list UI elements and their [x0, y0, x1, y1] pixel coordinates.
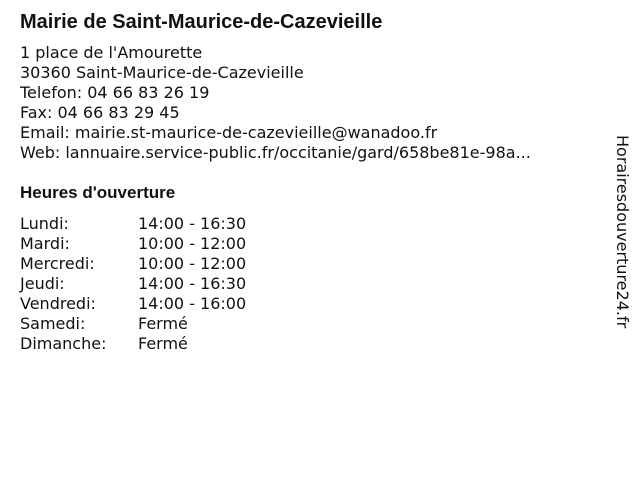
contact-block: [20, 43, 582, 163]
day-label: Lundi:: [20, 214, 69, 233]
hours-heading: Heures d'ouverture: [20, 183, 176, 202]
address-city: 30360 Saint-Maurice-de-Cazevieille: [20, 63, 304, 82]
day-label: Mercredi:: [20, 254, 95, 273]
day-label: Dimanche:: [20, 334, 107, 353]
address-street: 1 place de l'Amourette: [20, 43, 203, 62]
page-title: Mairie de Saint-Maurice-de-Cazevieille: [20, 11, 383, 33]
day-label: Samedi:: [20, 314, 86, 333]
fax-number: Fax: 04 66 83 29 45: [20, 103, 180, 122]
day-label: Jeudi:: [20, 274, 65, 293]
day-hours: 10:00 - 12:00: [138, 234, 247, 253]
day-label: Mardi:: [20, 234, 70, 253]
email-address: Email: mairie.st-maurice-de-cazevieille@wanadoo.fr: [20, 123, 438, 142]
day-hours: 14:00 - 16:00: [138, 294, 247, 313]
day-hours: Fermé: [138, 314, 188, 333]
website-url: Web: lannuaire.service-public.fr/occitanie/gard/658be81e-98a...: [20, 143, 531, 162]
day-hours: 10:00 - 12:00: [138, 254, 247, 273]
day-hours: 14:00 - 16:30: [138, 214, 247, 233]
day-hours: Fermé: [138, 334, 188, 353]
day-label: Vendredi:: [20, 294, 96, 313]
phone-number: Telefon: 04 66 83 26 19: [20, 83, 210, 102]
day-hours: 14:00 - 16:30: [138, 274, 247, 293]
site-brand-vertical: Horairesdouverture24.fr: [613, 135, 632, 329]
